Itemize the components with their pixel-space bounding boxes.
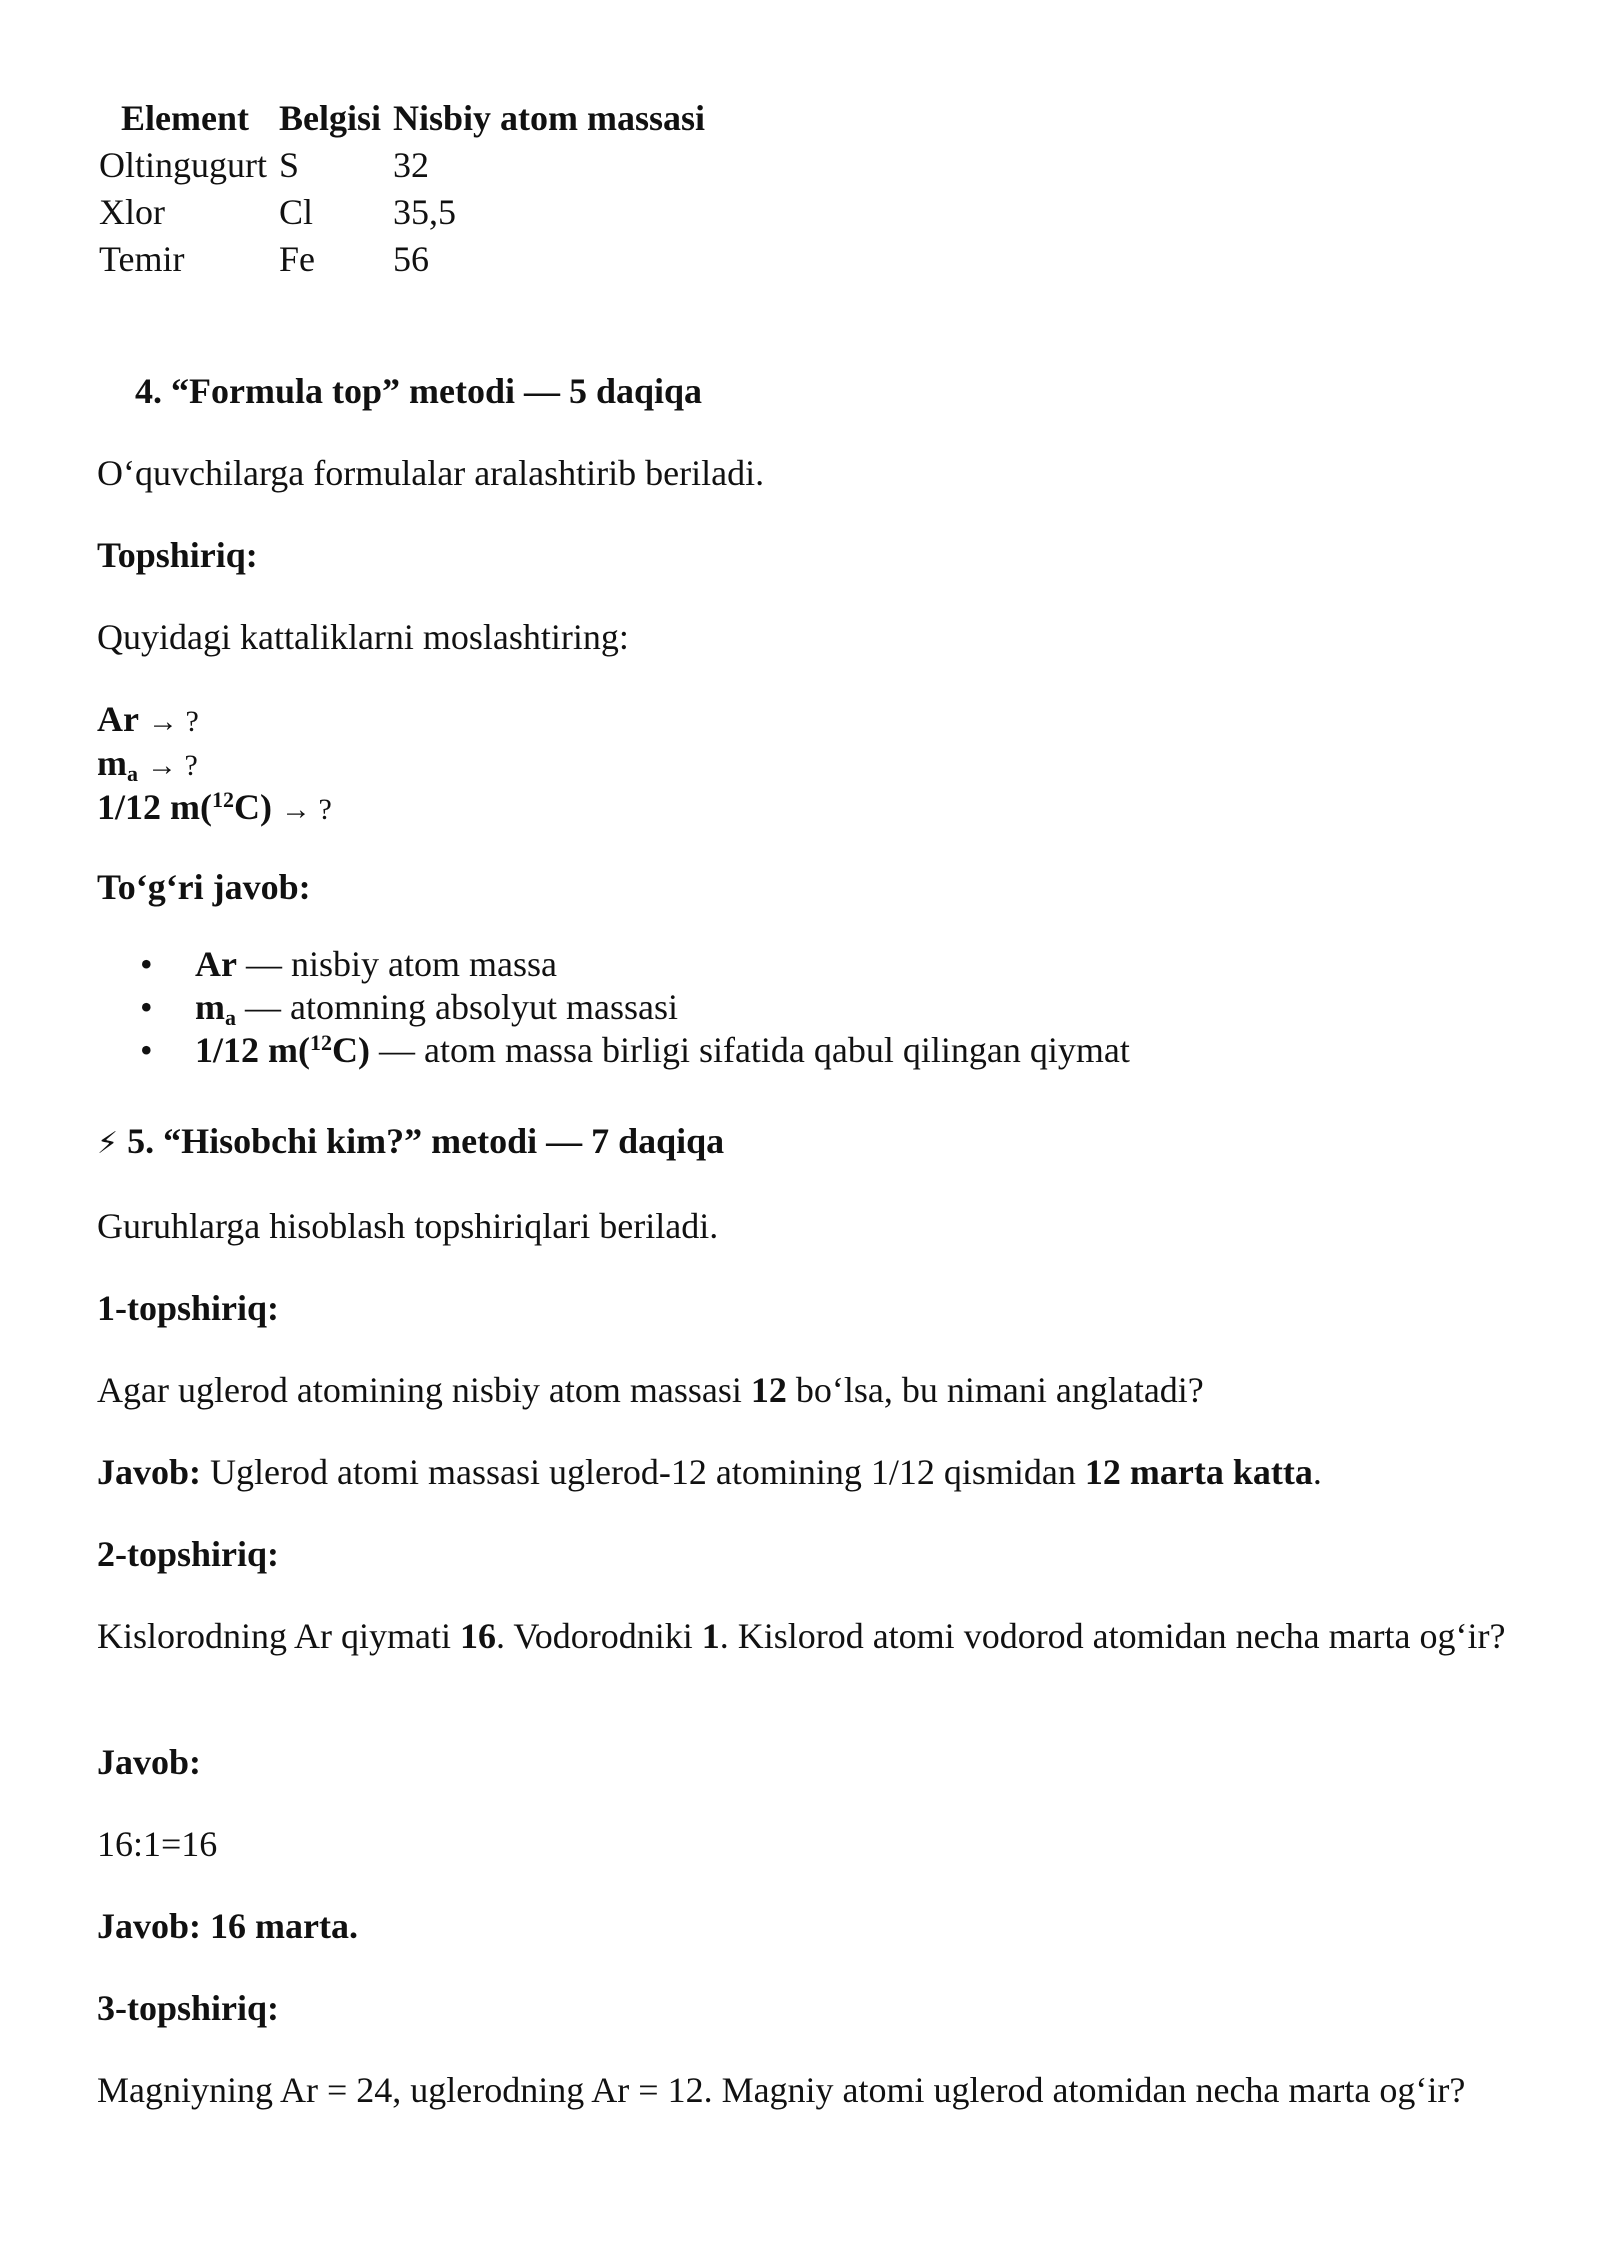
table-cell: 35,5 — [393, 192, 457, 232]
task-2-label: 2-topshiriq: — [97, 1534, 280, 1574]
element-table — [93, 96, 711, 284]
section-5-heading: ⚡ 5. “Hisobchi kim?” metodi — 7 daqiqa — [97, 1121, 725, 1161]
task-2-question: Kislorodning Ar qiymati 16. Vodorodniki 1. Kislorod atomi vodorod atomidan necha marta og‘ir? — [97, 1616, 1506, 1656]
table-cell: Fe — [279, 239, 315, 279]
match-term: 1/12 m($^{12}$C) — [97, 787, 272, 827]
match-item-ma — [97, 741, 198, 788]
task-3-question: Magniyning Ar = 24, uglerodning Ar = 12. Magniy atomi uglerod atomidan necha marta og‘ir? — [97, 2070, 1466, 2110]
list-item: • $m_a$ — atomning absolyut massasi — [140, 987, 678, 1030]
bullet-icon: • — [140, 944, 153, 984]
match-item-ar — [97, 697, 199, 744]
task-1-question: Agar uglerod atomining nisbiy atom massasi 12 bo‘lsa, bu nimani anglatadi? — [97, 1370, 1204, 1410]
task-1-label: 1-topshiriq: — [97, 1288, 280, 1328]
table-cell: Oltingugurt — [99, 145, 267, 185]
table-cell: Xlor — [99, 192, 165, 232]
match-term: $m_a$ — [97, 743, 138, 786]
section-4-intro: O‘quvchilarga formulalar aralashtirib beriladi. — [97, 453, 765, 493]
table-header-mass: Nisbiy atom massasi — [393, 98, 706, 138]
section-4-heading: 4. “Formula top” metodi — 5 daqiqa — [135, 371, 703, 411]
list-item: • 1/12 m($^{12}$C) — atom massa birligi sifatida qabul qilingan qiymat — [140, 1030, 1130, 1070]
table-row — [93, 143, 711, 190]
task-2-final-answer: Javob: 16 marta. — [97, 1906, 358, 1946]
match-arrow: → ? — [280, 793, 332, 826]
bullet-icon: • — [140, 987, 153, 1027]
section-4-task-label: Topshiriq: — [97, 535, 258, 575]
match-arrow: → ? — [147, 705, 199, 738]
table-cell: S — [279, 145, 300, 185]
table-row — [93, 237, 711, 284]
table-cell: 32 — [393, 145, 430, 185]
list-item: • Ar — nisbiy atom massa — [140, 944, 557, 984]
table-header-symbol: Belgisi — [279, 98, 382, 138]
task-1-answer: Javob: Uglerod atomi massasi uglerod-12 atomining 1/12 qismidan 12 marta katta. — [97, 1452, 1322, 1492]
task-3-label: 3-topshiriq: — [97, 1988, 280, 2028]
task-2-calculation: 16:1=16 — [97, 1824, 218, 1864]
match-term: Ar — [97, 699, 139, 739]
lightning-icon: ⚡ — [97, 1126, 119, 1161]
match-arrow: → ? — [147, 749, 198, 782]
section-4-answer-label: To‘g‘ri javob: — [97, 867, 311, 907]
section-4-task-text: Quyidagi kattaliklarni moslashtiring: — [97, 617, 629, 657]
table-cell: Temir — [99, 239, 185, 279]
section-5-intro: Guruhlarga hisoblash topshiriqlari beriladi. — [97, 1206, 719, 1246]
answer-list — [140, 942, 1130, 1071]
task-2-answer-label: Javob: — [97, 1742, 202, 1782]
table-cell: 56 — [393, 239, 430, 279]
table-header-row — [93, 96, 711, 143]
table-header-element: Element — [121, 98, 249, 138]
match-item-amu — [97, 785, 332, 832]
table-cell: Cl — [279, 192, 314, 232]
bullet-icon: • — [140, 1030, 153, 1070]
table-row — [93, 190, 711, 237]
